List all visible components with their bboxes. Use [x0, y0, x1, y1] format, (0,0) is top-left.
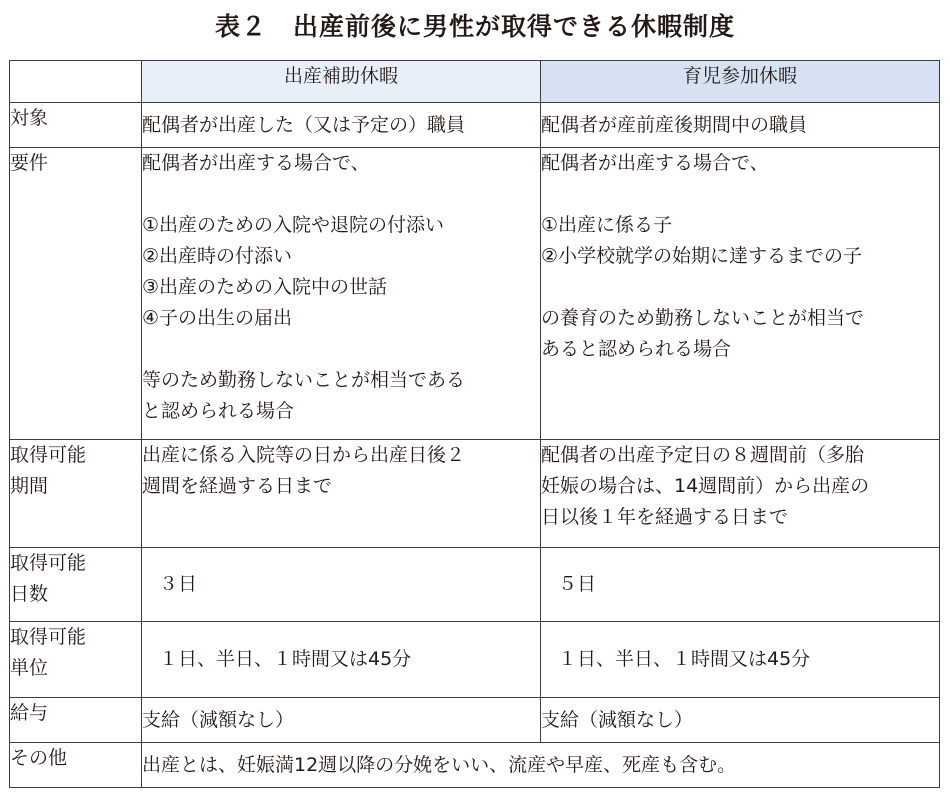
cell-birth-support: 配偶者が出産した（又は予定の）職員: [142, 103, 541, 148]
row-other: [10, 743, 940, 788]
row-label: 給与: [10, 698, 142, 743]
cell-childcare: ５日: [541, 548, 940, 622]
row-unit: [10, 622, 940, 698]
row-days: [10, 548, 940, 622]
cell-childcare: 配偶者が出産する場合で、 ①出産に係る子 ②小学校就学の始期に達するまでの子 の養育のため勤務しないことが相当で あると認められる場合: [541, 148, 940, 440]
row-label: 取得可能 期間: [10, 440, 142, 548]
row-label: 要件: [10, 148, 142, 440]
table-number: 表２: [214, 12, 267, 41]
cell-birth-support: 支給（減額なし）: [142, 698, 541, 743]
row-label: 取得可能 日数: [10, 548, 142, 622]
cell-birth-support: ３日: [142, 548, 541, 622]
row-label: その他: [10, 743, 142, 788]
header-row: [10, 61, 940, 103]
cell-birth-support: 出産に係る入院等の日から出産日後２ 週間を経過する日まで: [142, 440, 541, 548]
cell-childcare: 配偶者が産前産後期間中の職員: [541, 103, 940, 148]
row-salary: [10, 698, 940, 743]
cell-birth-support: １日、半日、１時間又は45分: [142, 622, 541, 698]
cell-merged-note: 出産とは、妊娠満12週以降の分娩をいい、流産や早産、死産も含む。: [142, 743, 940, 788]
cell-childcare: 支給（減額なし）: [541, 698, 940, 743]
table-title: [0, 6, 950, 48]
row-period: [10, 440, 940, 548]
table-title-text: 出産前後に男性が取得できる休暇制度: [293, 12, 736, 41]
row-label: 取得可能 単位: [10, 622, 142, 698]
header-blank: [10, 61, 142, 103]
cell-birth-support: 配偶者が出産する場合で、 ①出産のための入院や退院の付添い ②出産時の付添い ③出産のための入院中の世話 ④子の出生の届出 等のため勤務しないことが相当である と認められる場合: [142, 148, 541, 440]
header-birth-support-leave: 出産補助休暇: [142, 61, 541, 103]
row-requirements: [10, 148, 940, 440]
cell-childcare: 配偶者の出産予定日の８週間前（多胎 妊娠の場合は、14週間前）から出産の 日以後１年を経過する日まで: [541, 440, 940, 548]
header-childcare-participation-leave: 育児参加休暇: [541, 61, 940, 103]
row-target: [10, 103, 940, 148]
cell-childcare: １日、半日、１時間又は45分: [541, 622, 940, 698]
row-label: 対象: [10, 103, 142, 148]
leave-system-table: [9, 60, 940, 788]
